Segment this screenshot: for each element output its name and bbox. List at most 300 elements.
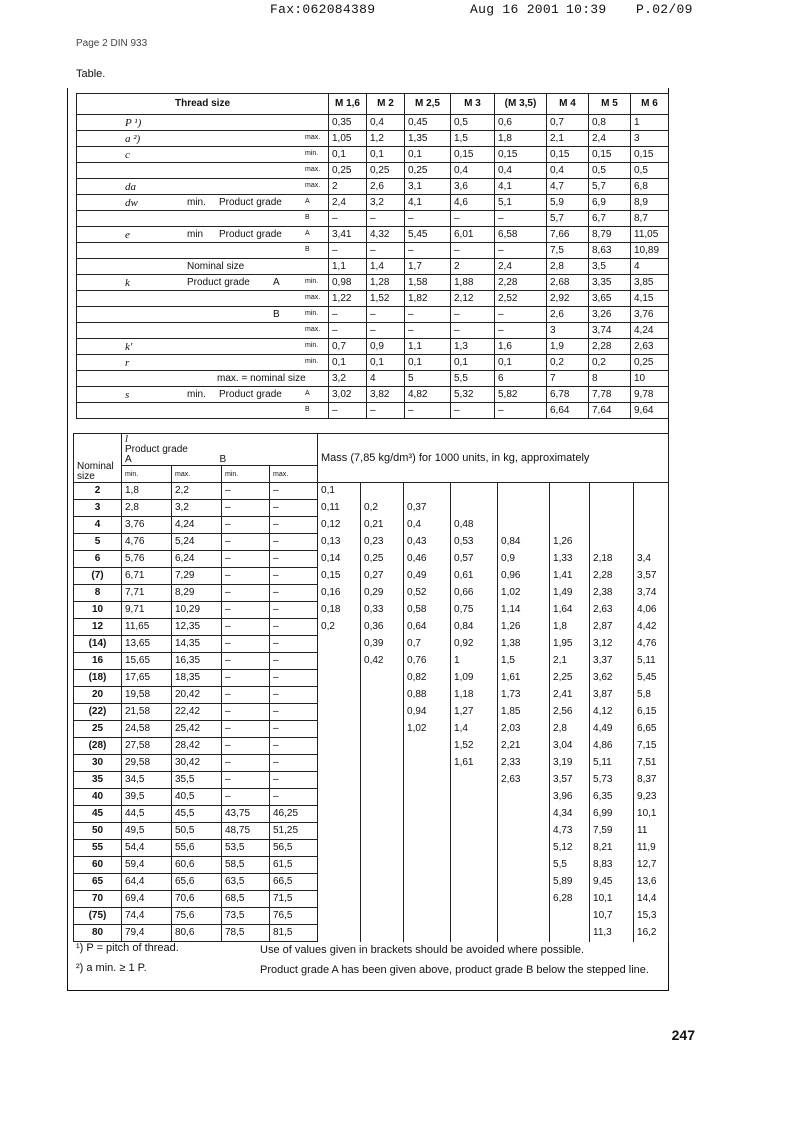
- row-grade: B: [273, 309, 280, 320]
- value-cell: 1,6: [495, 339, 547, 355]
- mass-value: 4,12: [590, 704, 634, 721]
- mass-value: 8,37: [634, 772, 669, 789]
- mass-header-row: [74, 434, 669, 466]
- size-label: size: [77, 471, 95, 482]
- grade-b-value: –: [222, 517, 270, 534]
- mass-value: 0,42: [361, 653, 404, 670]
- value-cell: 1,52: [367, 291, 405, 307]
- value-cell: 2,28: [589, 339, 631, 355]
- value-cell: –: [329, 243, 367, 259]
- row-limit: max.: [305, 134, 321, 141]
- mass-value: [318, 755, 361, 772]
- mass-value: 5,45: [634, 670, 669, 687]
- mass-value: 11: [634, 823, 669, 840]
- value-cell: –: [451, 323, 495, 339]
- value-cell: –: [367, 211, 405, 227]
- row-symbol: P ¹): [125, 117, 142, 129]
- grade-a-value: 21,58: [122, 704, 172, 721]
- value-cell: 4,82: [405, 387, 451, 403]
- value-cell: 6,7: [589, 211, 631, 227]
- mass-value: 0,84: [498, 534, 550, 551]
- value-cell: 0,1: [367, 355, 405, 371]
- mass-value: [590, 517, 634, 534]
- grade-a-value: 74,4: [122, 908, 172, 925]
- value-cell: 2,52: [495, 291, 547, 307]
- mass-value: 0,33: [361, 602, 404, 619]
- mass-value: 0,58: [404, 602, 451, 619]
- mass-value: [361, 687, 404, 704]
- mass-value: 5,8: [634, 687, 669, 704]
- table-row: [74, 517, 669, 534]
- mass-value: [451, 874, 498, 891]
- mass-value: 2,25: [550, 670, 590, 687]
- value-cell: 1,82: [405, 291, 451, 307]
- mass-value: [318, 738, 361, 755]
- mass-value: 1,95: [550, 636, 590, 653]
- value-cell: 0,5: [631, 163, 669, 179]
- nominal-size: 50: [74, 823, 122, 840]
- value-cell: 0,1: [495, 355, 547, 371]
- value-cell: 8,79: [589, 227, 631, 243]
- mass-value: 0,66: [451, 585, 498, 602]
- mass-value: 5,11: [590, 755, 634, 772]
- nominal-size: (18): [74, 670, 122, 687]
- grade-a-value: 25,42: [172, 721, 222, 738]
- mass-value: [318, 721, 361, 738]
- value-cell: 6,9: [589, 195, 631, 211]
- value-cell: 4: [367, 371, 405, 387]
- grade-b-value: –: [222, 653, 270, 670]
- mass-value: [404, 755, 451, 772]
- row-limit: min.: [305, 310, 319, 317]
- grade-a-value: 17,65: [122, 670, 172, 687]
- grade-a-value: 35,5: [172, 772, 222, 789]
- value-cell: 4,1: [495, 179, 547, 195]
- value-cell: –: [495, 243, 547, 259]
- row-symbol: c: [125, 149, 130, 161]
- grade-a-value: 39,5: [122, 789, 172, 806]
- mass-value: 5,12: [550, 840, 590, 857]
- mass-value: 6,15: [634, 704, 669, 721]
- row-symbol: a ²): [125, 133, 141, 145]
- mass-value: 0,48: [451, 517, 498, 534]
- value-cell: 5,1: [495, 195, 547, 211]
- grade-a-value: 50,5: [172, 823, 222, 840]
- row-symbol: k': [125, 341, 133, 353]
- nominal-size: 70: [74, 891, 122, 908]
- value-cell: –: [405, 307, 451, 323]
- value-cell: 1,1: [405, 339, 451, 355]
- mass-value: 16,2: [634, 925, 669, 942]
- value-cell: 6,78: [547, 387, 589, 403]
- nominal-size-header: [74, 434, 122, 483]
- grade-b-value: –: [270, 755, 318, 772]
- table-row: [77, 259, 669, 275]
- mass-value: 4,86: [590, 738, 634, 755]
- mass-value: 2,21: [498, 738, 550, 755]
- mass-value: 2,87: [590, 619, 634, 636]
- nominal-size: 25: [74, 721, 122, 738]
- nominal-size: 12: [74, 619, 122, 636]
- mass-value: 0,14: [318, 551, 361, 568]
- value-cell: –: [329, 211, 367, 227]
- mass-value: 1,85: [498, 704, 550, 721]
- mass-value: 2,38: [590, 585, 634, 602]
- page-header: Page 2 DIN 933: [76, 38, 148, 49]
- grade-a-value: 60,6: [172, 857, 222, 874]
- value-cell: –: [329, 323, 367, 339]
- value-cell: –: [451, 211, 495, 227]
- grade-a-value: 64,4: [122, 874, 172, 891]
- row-limit: A: [305, 390, 310, 397]
- mass-value: [404, 840, 451, 857]
- mass-value: [498, 925, 550, 942]
- row-label: [77, 227, 329, 243]
- mass-value: [404, 891, 451, 908]
- value-cell: 0,25: [367, 163, 405, 179]
- value-cell: –: [405, 323, 451, 339]
- mass-value: 6,65: [634, 721, 669, 738]
- mass-value: 0,96: [498, 568, 550, 585]
- value-cell: –: [405, 211, 451, 227]
- mass-value: 0,46: [404, 551, 451, 568]
- mass-value: [318, 823, 361, 840]
- mass-value: [404, 483, 451, 500]
- row-symbol: da: [125, 181, 136, 193]
- row-limit: max.: [305, 166, 321, 173]
- dimensions-table: [76, 93, 669, 419]
- mass-value: [550, 500, 590, 517]
- value-cell: 0,98: [329, 275, 367, 291]
- grade-b-value: –: [222, 789, 270, 806]
- mass-value: [550, 908, 590, 925]
- nominal-size: (22): [74, 704, 122, 721]
- value-cell: 3: [631, 131, 669, 147]
- mass-value: 3,57: [634, 568, 669, 585]
- value-cell: –: [451, 243, 495, 259]
- row-limit: B: [305, 406, 310, 413]
- mass-value: [318, 789, 361, 806]
- value-cell: 0,4: [495, 163, 547, 179]
- row-limit: max.: [305, 294, 321, 301]
- mass-value: 6,99: [590, 806, 634, 823]
- value-cell: 0,7: [547, 115, 589, 131]
- mass-value: [361, 755, 404, 772]
- grade-a-value: 70,6: [172, 891, 222, 908]
- mass-value: 0,1: [318, 483, 361, 500]
- grade-b-value: 76,5: [270, 908, 318, 925]
- table-row: [77, 339, 669, 355]
- mass-value: 0,76: [404, 653, 451, 670]
- mass-value: [361, 704, 404, 721]
- mass-value: 14,4: [634, 891, 669, 908]
- mass-value: [451, 891, 498, 908]
- mass-value: [318, 772, 361, 789]
- value-cell: 2,12: [451, 291, 495, 307]
- row-label: [77, 259, 329, 275]
- mass-value: 0,27: [361, 568, 404, 585]
- grade-b-value: –: [222, 755, 270, 772]
- mass-value: [404, 908, 451, 925]
- mass-value: [361, 670, 404, 687]
- row-limit: max.: [305, 326, 321, 333]
- value-cell: 0,15: [451, 147, 495, 163]
- value-cell: 5,7: [589, 179, 631, 195]
- mass-value: [634, 483, 669, 500]
- nominal-size: 8: [74, 585, 122, 602]
- value-cell: 1,1: [329, 259, 367, 275]
- value-cell: 3,76: [631, 307, 669, 323]
- nominal-size: 3: [74, 500, 122, 517]
- grade-a-value: 9,71: [122, 602, 172, 619]
- grade-b-value: –: [222, 704, 270, 721]
- mass-value: [361, 908, 404, 925]
- mass-value: [318, 806, 361, 823]
- mass-value: 4,06: [634, 602, 669, 619]
- mass-value: [451, 857, 498, 874]
- nominal-label: Nominal: [77, 461, 114, 472]
- mass-value: 5,5: [550, 857, 590, 874]
- grade-b-value: –: [222, 534, 270, 551]
- mass-value: 1,14: [498, 602, 550, 619]
- value-cell: 1,2: [367, 131, 405, 147]
- mass-value: 0,88: [404, 687, 451, 704]
- value-cell: 5,32: [451, 387, 495, 403]
- mass-value: 1,61: [451, 755, 498, 772]
- mass-value: [451, 925, 498, 942]
- table-row: [74, 755, 669, 772]
- value-cell: 8: [589, 371, 631, 387]
- grade-b-value: –: [270, 789, 318, 806]
- table-label: Table.: [76, 68, 106, 80]
- mass-value: 0,49: [404, 568, 451, 585]
- value-cell: –: [495, 403, 547, 419]
- mass-value: 1,02: [498, 585, 550, 602]
- table-row: [77, 195, 669, 211]
- grade-a-value: 8,29: [172, 585, 222, 602]
- table-row: [74, 840, 669, 857]
- mass-value: [404, 738, 451, 755]
- note-brackets: Use of values given in brackets should be avoided where possible.: [260, 944, 585, 956]
- mass-value: [451, 823, 498, 840]
- grade-b-value: 56,5: [270, 840, 318, 857]
- mass-value: 1,64: [550, 602, 590, 619]
- grade-a-value: 6,24: [172, 551, 222, 568]
- value-cell: 8,9: [631, 195, 669, 211]
- value-cell: 0,15: [631, 147, 669, 163]
- mass-value: 2,18: [590, 551, 634, 568]
- grade-b-value: 61,5: [270, 857, 318, 874]
- value-cell: 10,89: [631, 243, 669, 259]
- grade-b-value: –: [270, 602, 318, 619]
- row-symbol: s: [125, 389, 130, 401]
- value-cell: 5,82: [495, 387, 547, 403]
- row-qualifier: min.: [187, 389, 206, 400]
- max-header: max.: [172, 466, 222, 483]
- value-cell: 1,7: [405, 259, 451, 275]
- grade-a-value: 22,42: [172, 704, 222, 721]
- grade-b-value: –: [270, 534, 318, 551]
- mass-value: [498, 891, 550, 908]
- table-sheet: [67, 88, 669, 991]
- mass-value: [498, 823, 550, 840]
- table-row: [74, 789, 669, 806]
- mass-value: [451, 908, 498, 925]
- table-row: [74, 636, 669, 653]
- grade-b-label: B: [219, 454, 227, 465]
- column-header: M 5: [589, 94, 631, 115]
- mass-value: 8,21: [590, 840, 634, 857]
- mass-value: 7,15: [634, 738, 669, 755]
- grade-b-value: –: [270, 483, 318, 500]
- nominal-size: 10: [74, 602, 122, 619]
- mass-value: 1,38: [498, 636, 550, 653]
- mass-value: [498, 874, 550, 891]
- mass-value: 4,73: [550, 823, 590, 840]
- mass-value: 1,18: [451, 687, 498, 704]
- table-row: [77, 275, 669, 291]
- mass-value: 0,2: [318, 619, 361, 636]
- mass-value: [404, 789, 451, 806]
- grade-a-value: 4,24: [172, 517, 222, 534]
- value-cell: 0,4: [547, 163, 589, 179]
- grade-b-value: –: [270, 568, 318, 585]
- mass-value: 15,3: [634, 908, 669, 925]
- grade-a-value: 28,42: [172, 738, 222, 755]
- table-row: [74, 721, 669, 738]
- value-cell: 1,22: [329, 291, 367, 307]
- footnote-1: ¹) P = pitch of thread.: [76, 942, 179, 954]
- value-cell: 0,15: [589, 147, 631, 163]
- mass-value: 3,04: [550, 738, 590, 755]
- value-cell: 3,26: [589, 307, 631, 323]
- grade-a-value: 5,76: [122, 551, 172, 568]
- value-cell: 0,4: [451, 163, 495, 179]
- grade-b-value: –: [222, 585, 270, 602]
- value-cell: 3,2: [329, 371, 367, 387]
- mass-value: 2,56: [550, 704, 590, 721]
- min-header: min.: [122, 466, 172, 483]
- table-row: [74, 619, 669, 636]
- grade-a-value: 44,5: [122, 806, 172, 823]
- nominal-size: 5: [74, 534, 122, 551]
- mass-value: 1,73: [498, 687, 550, 704]
- row-grade: A: [273, 277, 280, 288]
- grade-a-value: 65,6: [172, 874, 222, 891]
- value-cell: 0,1: [451, 355, 495, 371]
- mass-value: 1,09: [451, 670, 498, 687]
- mass-value: 0,9: [498, 551, 550, 568]
- nominal-size: 6: [74, 551, 122, 568]
- grade-b-value: 66,5: [270, 874, 318, 891]
- mass-value: 3,74: [634, 585, 669, 602]
- value-cell: 3,2: [367, 195, 405, 211]
- mass-value: 7,51: [634, 755, 669, 772]
- value-cell: 2,63: [631, 339, 669, 355]
- mass-value: [634, 534, 669, 551]
- mass-value: 0,21: [361, 517, 404, 534]
- value-cell: 0,15: [547, 147, 589, 163]
- grade-b-value: –: [222, 670, 270, 687]
- value-cell: 2,4: [329, 195, 367, 211]
- row-qualifier: max. = nominal size: [217, 373, 306, 384]
- table-row: [74, 551, 669, 568]
- grade-b-value: –: [270, 738, 318, 755]
- grade-a-value: 54,4: [122, 840, 172, 857]
- row-qualifier: min.: [187, 197, 206, 208]
- mass-value: [361, 840, 404, 857]
- row-label: [77, 195, 329, 211]
- mass-value: 0,61: [451, 568, 498, 585]
- table-row: [77, 291, 669, 307]
- grade-b-value: 63,5: [222, 874, 270, 891]
- mass-value: 2,28: [590, 568, 634, 585]
- value-cell: 0,7: [329, 339, 367, 355]
- mass-value: 0,7: [404, 636, 451, 653]
- table-row: [74, 806, 669, 823]
- row-label: [77, 131, 329, 147]
- table-row: [77, 403, 669, 419]
- fax-date: Aug 16 2001: [470, 2, 560, 17]
- mass-value: 3,4: [634, 551, 669, 568]
- row-label: [77, 275, 329, 291]
- mass-value: [498, 806, 550, 823]
- value-cell: –: [495, 323, 547, 339]
- value-cell: –: [367, 323, 405, 339]
- value-cell: 6,8: [631, 179, 669, 195]
- value-cell: 2,4: [589, 131, 631, 147]
- mass-value: 1,61: [498, 670, 550, 687]
- grade-b-value: –: [270, 500, 318, 517]
- mass-value: 10,1: [590, 891, 634, 908]
- nominal-size: 4: [74, 517, 122, 534]
- value-cell: 6,64: [547, 403, 589, 419]
- column-header: (M 3,5): [495, 94, 547, 115]
- value-cell: 3: [547, 323, 589, 339]
- value-cell: 2,1: [547, 131, 589, 147]
- mass-value: [498, 840, 550, 857]
- fax-page: P.02/09: [636, 2, 693, 17]
- grade-b-value: 46,25: [270, 806, 318, 823]
- fax-number: Fax:062084389: [270, 2, 376, 17]
- mass-value: [318, 636, 361, 653]
- grade-b-value: –: [222, 500, 270, 517]
- value-cell: 1,4: [367, 259, 405, 275]
- mass-value: 3,57: [550, 772, 590, 789]
- grade-a-value: 15,65: [122, 653, 172, 670]
- mass-value: [590, 534, 634, 551]
- grade-a-value: 7,71: [122, 585, 172, 602]
- mass-value: [404, 925, 451, 942]
- grade-a-value: 30,42: [172, 755, 222, 772]
- value-cell: 1,05: [329, 131, 367, 147]
- row-limit: min.: [305, 358, 319, 365]
- mass-value: [361, 857, 404, 874]
- mass-value: [361, 483, 404, 500]
- mass-value: 10,7: [590, 908, 634, 925]
- grade-b-value: –: [222, 721, 270, 738]
- mass-value: 0,82: [404, 670, 451, 687]
- column-header: M 6: [631, 94, 669, 115]
- grade-b-value: 48,75: [222, 823, 270, 840]
- mass-value: 3,62: [590, 670, 634, 687]
- mass-value: [550, 483, 590, 500]
- row-limit: min.: [305, 342, 319, 349]
- mass-value: 0,15: [318, 568, 361, 585]
- row-grade: Product grade: [219, 389, 282, 400]
- value-cell: 3,5: [589, 259, 631, 275]
- nominal-size: 16: [74, 653, 122, 670]
